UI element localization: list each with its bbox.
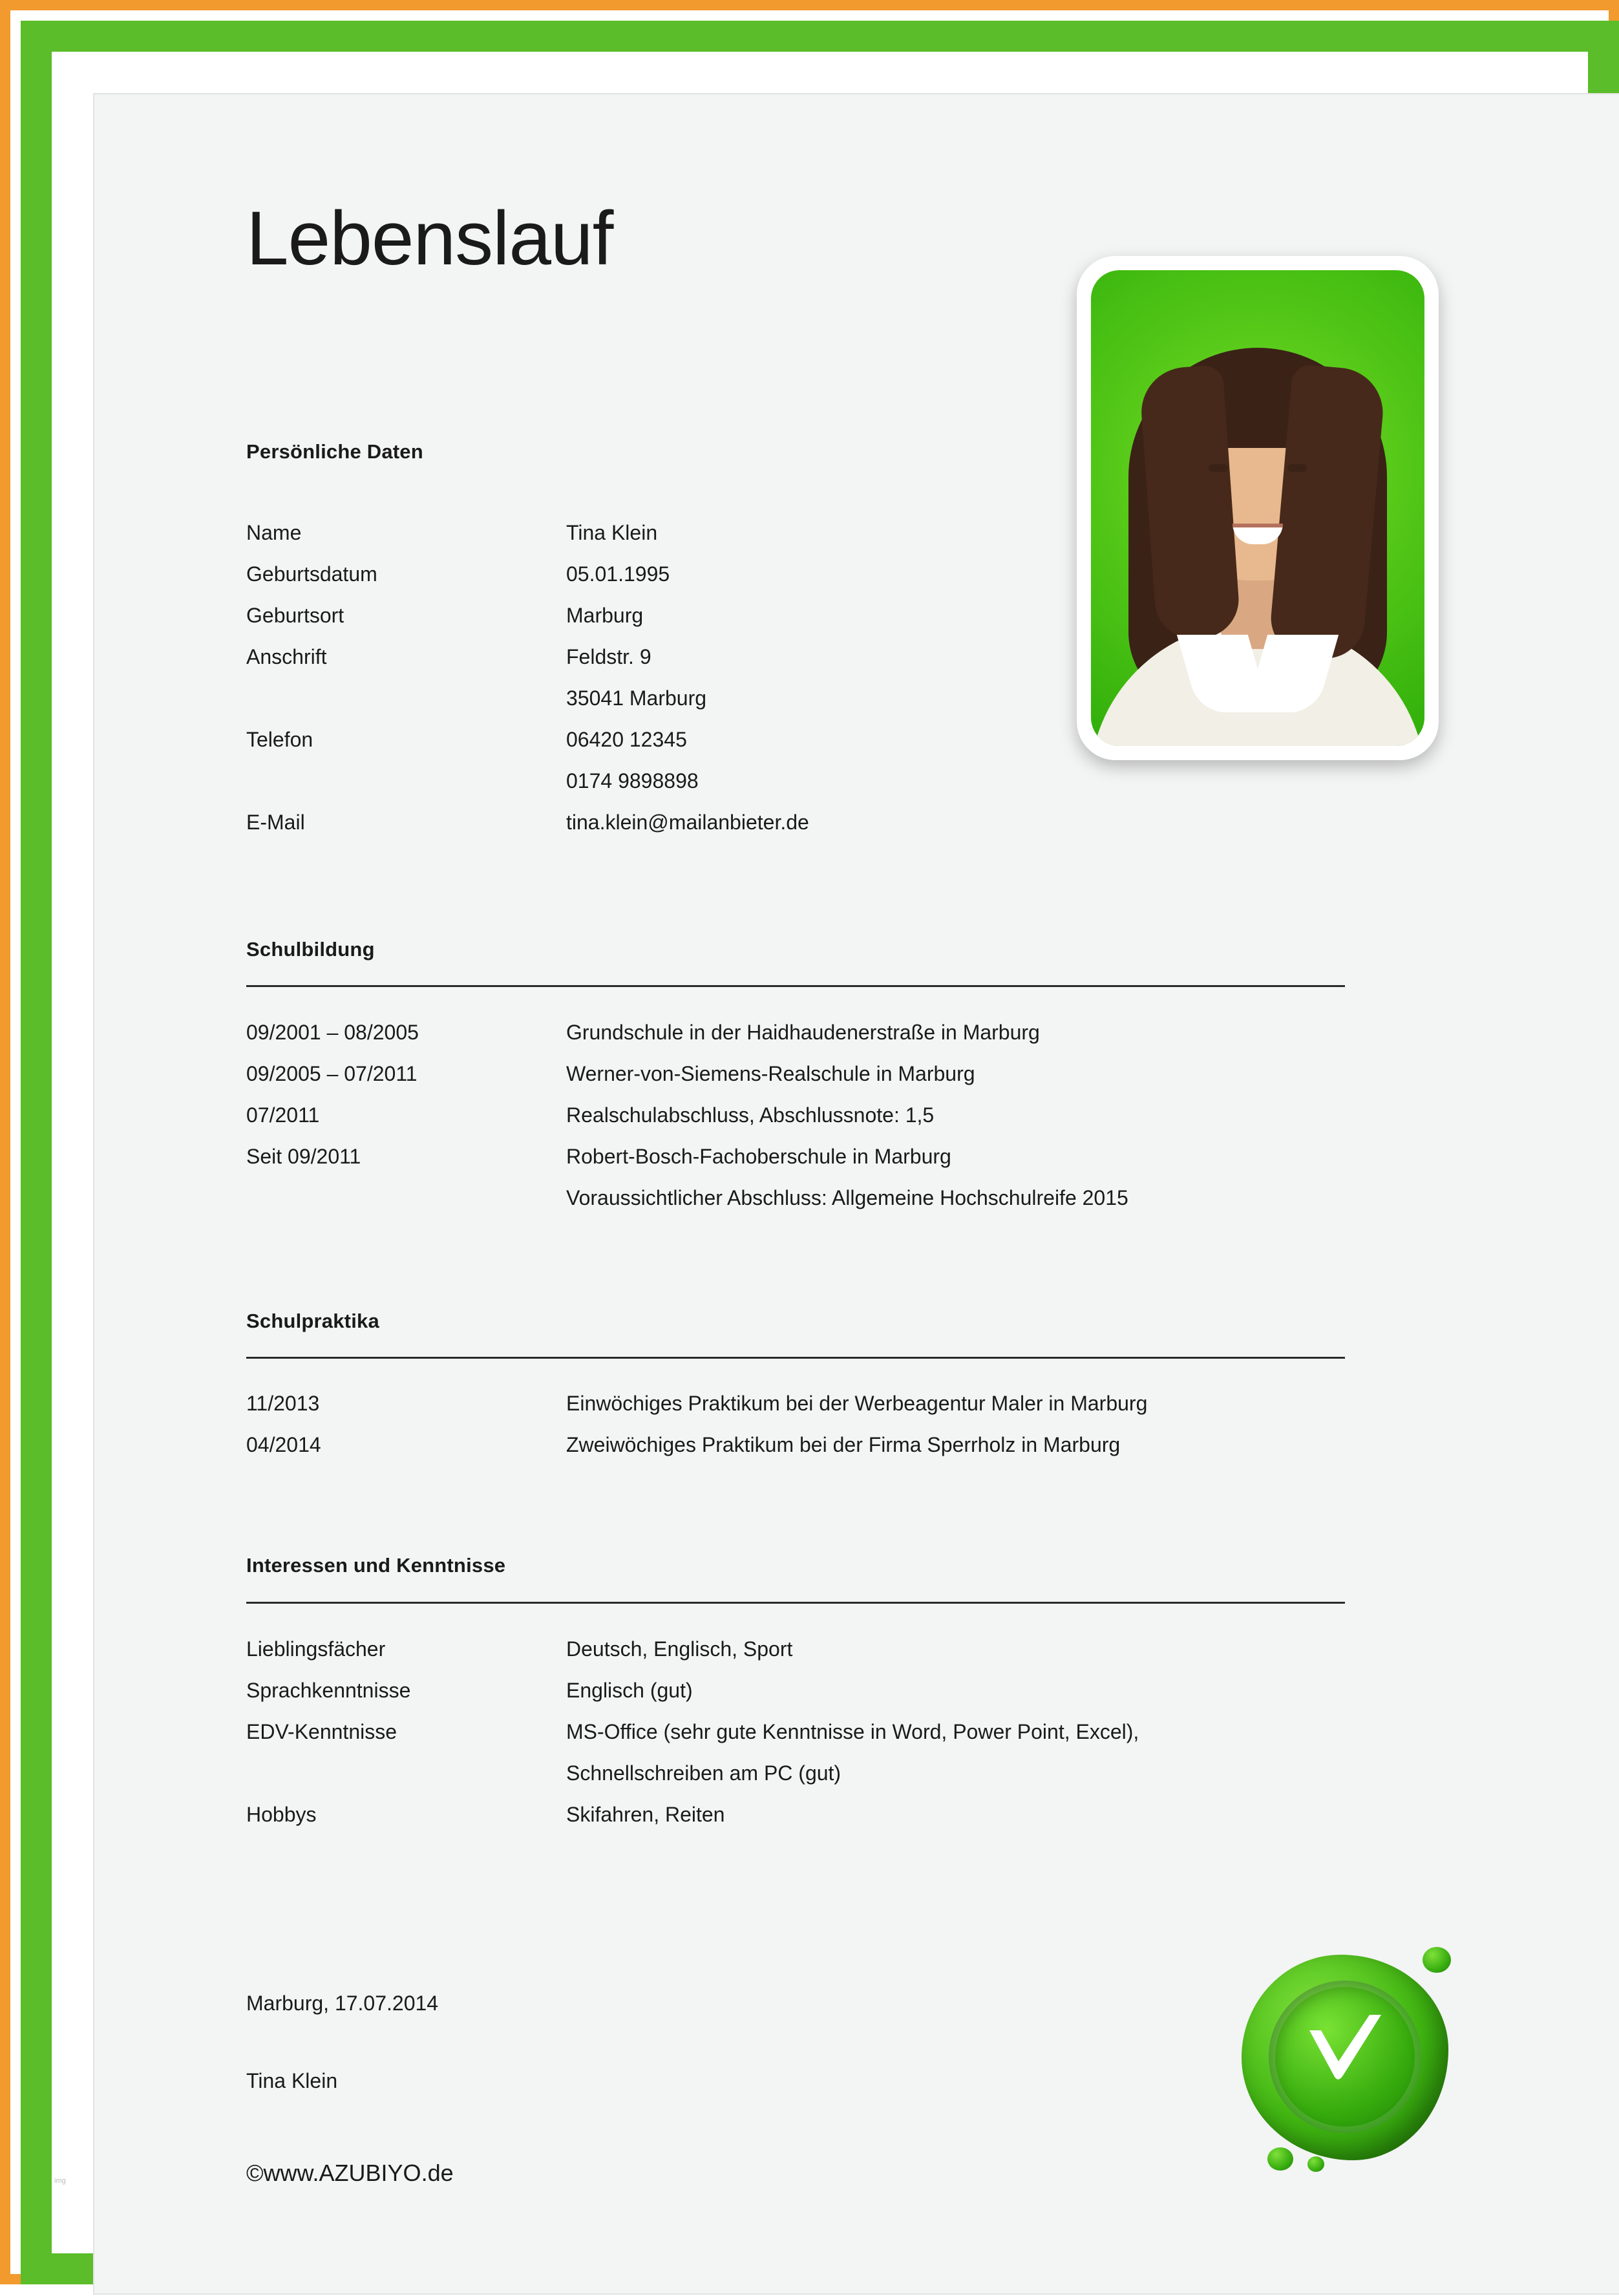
row-value-school-4b: Voraussichtlicher Abschluss: Allgemeine Hochschulreife 2015 [566,1186,1128,1209]
section-heading-school: Schulbildung [246,938,375,961]
row-label-geburtsdatum: Geburtsdatum [246,562,377,586]
row-value-internship-1: Einwöchiges Praktikum bei der Werbeagentur Maler in Marburg [566,1392,1148,1415]
row-value-internship-2: Zweiwöchiges Praktikum bei der Firma Sperrholz in Marburg [566,1433,1121,1456]
row-label-school-4: Seit 09/2011 [246,1145,361,1168]
row-label-name: Name [246,521,302,544]
row-value-interest-3a: MS-Office (sehr gute Kenntnisse in Word, Power Point, Excel), [566,1720,1139,1743]
row-label-school-2: 09/2005 – 07/2011 [246,1062,418,1085]
row-label-school-3: 07/2011 [246,1103,320,1127]
row-value-geburtsort: Marburg [566,604,644,627]
row-label-internship-1: 11/2013 [246,1392,320,1415]
row-value-school-2: Werner-von-Siemens-Realschule in Marburg [566,1062,975,1085]
footer-copyright: ©www.AZUBIYO.de [246,2160,454,2186]
corner-mark: img [54,2177,66,2185]
row-value-geburtsdatum: 05.01.1995 [566,562,670,586]
row-label-interest-3: EDV-Kenntnisse [246,1720,397,1743]
row-value-interest-4: Skifahren, Reiten [566,1803,725,1826]
row-value-interest-1: Deutsch, Englisch, Sport [566,1637,793,1661]
row-label-email: E-Mail [246,811,305,834]
page-title: Lebenslauf [246,196,613,281]
section-rule-interests [246,1602,1345,1604]
applicant-photo [1077,256,1439,760]
row-value-telefon-2: 0174 9898898 [566,769,699,792]
photo-image [1091,270,1424,746]
seal-dot-small-bottom [1267,2147,1293,2171]
row-label-internship-2: 04/2014 [246,1433,321,1456]
row-label-interest-4: Hobbys [246,1803,317,1826]
row-value-interest-2: Englisch (gut) [566,1679,693,1702]
row-label-interest-1: Lieblingsfächer [246,1637,386,1661]
portrait-eye-right [1287,464,1307,472]
section-heading-internships: Schulpraktika [246,1310,379,1332]
azubiyo-seal-logo [1229,1943,1461,2176]
seal-dot-tiny-bottom [1307,2156,1324,2172]
row-value-school-4a: Robert-Bosch-Fachoberschule in Marburg [566,1145,951,1168]
row-value-anschrift-street: Feldstr. 9 [566,645,651,668]
row-value-anschrift-city: 35041 Marburg [566,686,707,710]
row-value-school-1: Grundschule in der Haidhaudenerstraße in Marburg [566,1021,1040,1044]
section-rule-school [246,985,1345,987]
checkmark-icon [1296,2005,1393,2102]
resume-content [94,94,1619,2296]
row-label-school-1: 09/2001 – 08/2005 [246,1021,419,1044]
section-heading-interests: Interessen und Kenntnisse [246,1554,506,1577]
row-value-interest-3b: Schnellschreiben am PC (gut) [566,1761,841,1785]
row-value-email: tina.klein@mailanbieter.de [566,811,809,834]
page-green-frame [21,21,1619,2284]
section-rule-internships [246,1357,1345,1359]
row-value-school-3: Realschulabschluss, Abschlussnote: 1,5 [566,1103,935,1127]
row-label-interest-2: Sprachkenntnisse [246,1679,411,1702]
footer-signature: Tina Klein [246,2069,338,2092]
row-label-anschrift: Anschrift [246,645,327,668]
row-value-name: Tina Klein [566,521,658,544]
section-heading-personal: Persönliche Daten [246,440,423,463]
footer-place-date: Marburg, 17.07.2014 [246,1992,439,2015]
portrait-eye-left [1209,464,1228,472]
seal-dot-small-top [1423,1947,1451,1973]
row-label-geburtsort: Geburtsort [246,604,344,627]
resume-page [93,93,1619,2295]
row-value-telefon-1: 06420 12345 [566,728,687,751]
row-label-telefon: Telefon [246,728,313,751]
